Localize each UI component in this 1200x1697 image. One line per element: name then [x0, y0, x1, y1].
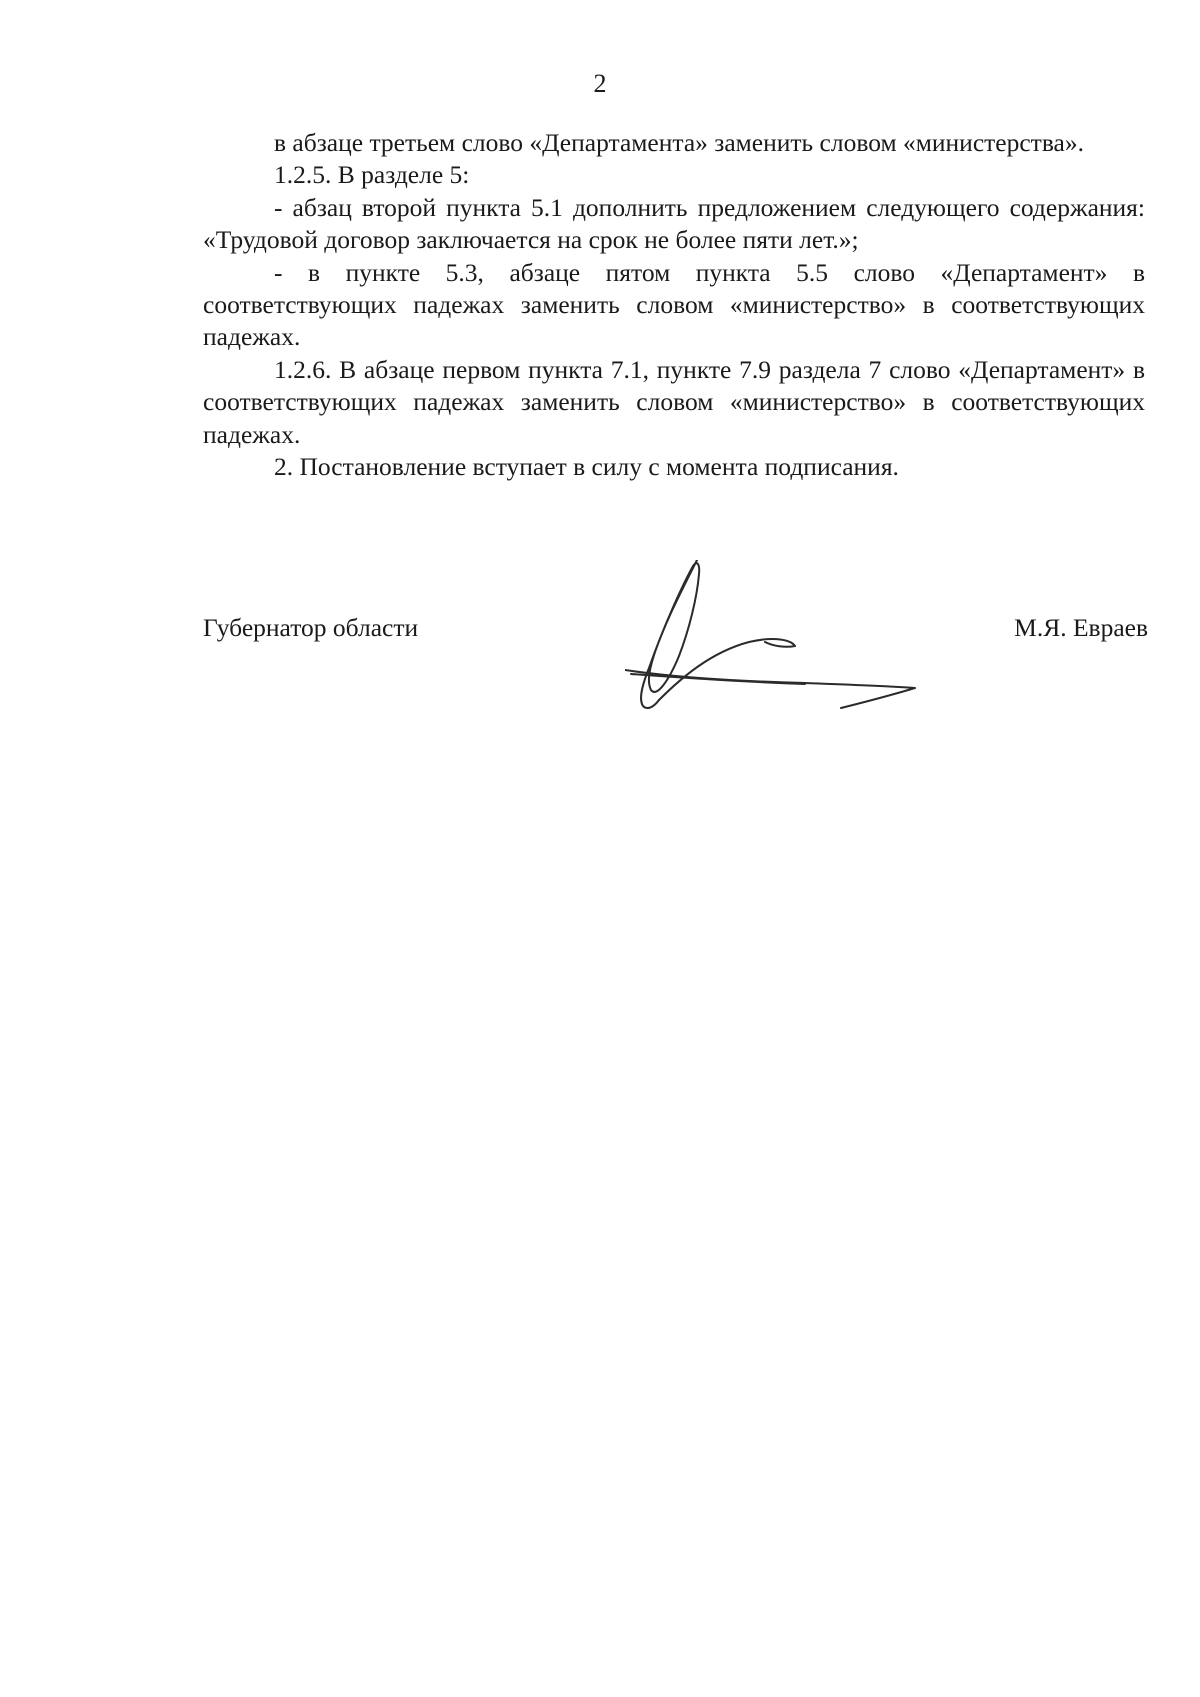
paragraph-item-5-1: - абзац второй пункта 5.1 дополнить предложением следующего содержания: «Трудовой договор заключается на срок не более пяти лет.»;: [203, 192, 1145, 255]
paragraph-item-1-2-6: 1.2.6. В абзаце первом пункта 7.1, пункте 7.9 раздела 7 слово «Департамент» в соответствующих падежах заменить словом «министерство» в соответствующих падежах.: [203, 354, 1145, 449]
paragraph-amend-third-subparagraph: в абзаце третьем слово «Департамента» заменить словом «министерства».: [274, 128, 1084, 157]
page-number: 2: [593, 69, 607, 98]
paragraph-item-5-3-5-5: - в пункте 5.3, абзаце пятом пункта 5.5 слово «Департамент» в соответствующих падежах заменить словом «министерство» в соответствующих падежах.: [203, 257, 1145, 352]
paragraph-effective-date: 2. Постановление вступает в силу с момента подписания.: [274, 452, 899, 482]
signatory-position: Губернатор области: [203, 613, 419, 642]
signature-icon: [625, 560, 995, 740]
signatory-name: М.Я. Евраев: [1014, 613, 1148, 642]
document-body: [203, 127, 1145, 483]
paragraph-section-5-heading: 1.2.5. В разделе 5:: [274, 160, 470, 190]
handwritten-signature: [625, 560, 995, 740]
